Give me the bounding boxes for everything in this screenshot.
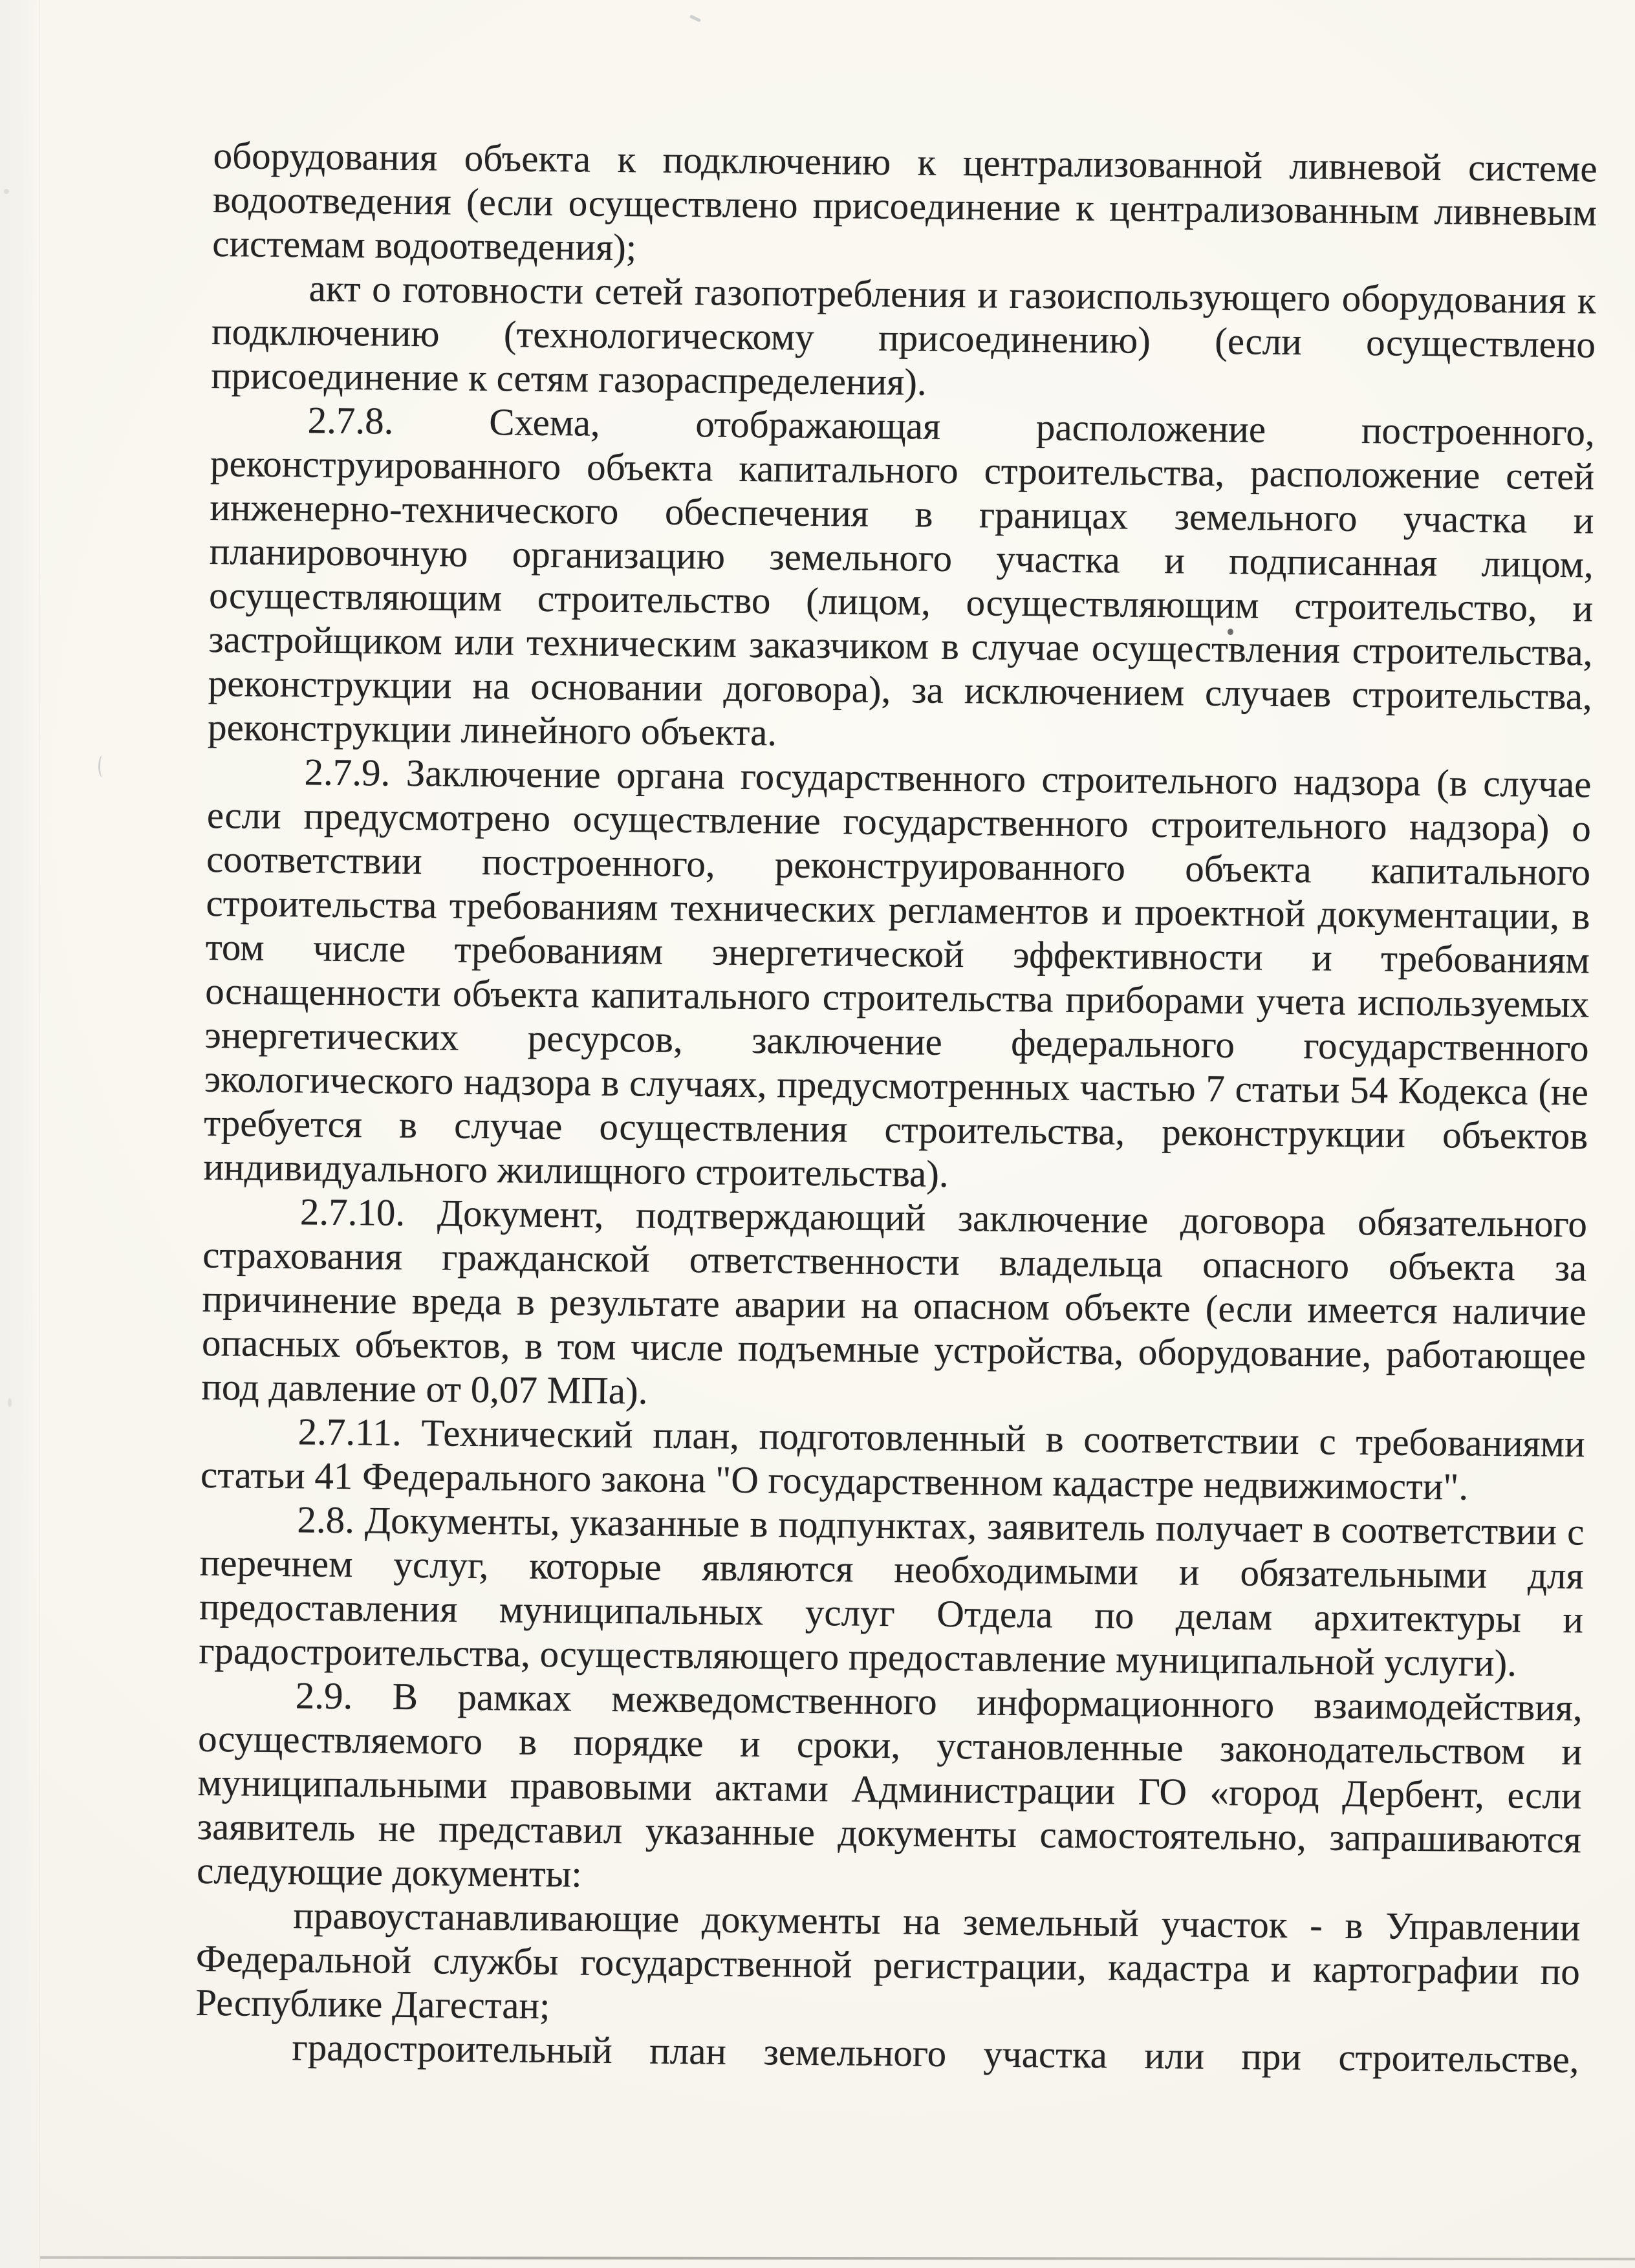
paragraph-title-documents-land: правоустанавливающие документы на земельный участок - в Управлении Федеральной службы государственной регистрации, кадастра и картографии по Республике Дагестан;	[195, 1894, 1581, 2027]
paragraph-gas-readiness-act: акт о готовности сетей газопотребления и газоиспользующего оборудования к подключению (технологическому присоединению) (если осуществлено присоединение к сетям газораспределения).	[211, 266, 1596, 404]
paragraph-urban-plan-land: градостроительный план земельного участка или при строительстве,	[292, 2025, 1579, 2081]
paragraph-continuation-stormwater: оборудования объекта к подключению к централизованной ливневой системе водоотведения (если осуществлено присоединение к централизованным ливневым системам водоотведения);	[212, 133, 1597, 269]
paragraph-2-7-9-supervision-conclusion: 2.7.9. Заключение органа государственного строительного надзора (в случае если предусмотрено осуществление государственного строительного надзора) о соответствии построенного, реконструированного объекта капитального строительства требованиям технических регламентов и проектной документации, в том числе требованиям энергетической эффективности и требованиям оснащенности объекта капитального строительства приборами учета используемых энергетических ресурсов, заключение федерального государственного экологического надзора в случаях, предусмотренных частью 7 статьи 54 Кодекса (не требуется в случае осуществления строительства, реконструкции объектов индивидуального жилищного строительства).	[203, 750, 1592, 1195]
scan-speck	[8, 1398, 12, 1407]
scan-speck	[689, 14, 701, 22]
paragraph-2-8-documents-list: 2.8. Документы, указанные в подпунктах, заявитель получает в соответствии с перечнем услуг, которые являются необходимыми и обязательными для предоставления муниципальных услуг Отдела по делам архитектуры и градостроительства, осуществляющего предоставление муниципальной услуги).	[199, 1498, 1585, 1685]
scan-edge-left	[0, 0, 39, 2268]
paragraph-2-7-10-insurance-document: 2.7.10. Документ, подтверждающий заключение договора обязательного страхования гражданской ответственности владельца опасного объекта за причинение вреда в результате аварии на опасном объекте (если имеется наличие опасных объектов, в том числе подъемные устройства, оборудование, работающее под давление от 0,07 МПа).	[201, 1190, 1588, 1412]
scan-speck	[98, 755, 107, 777]
document-text-block	[195, 133, 1597, 2081]
paragraph-2-7-11-technical-plan: 2.7.11. Технический план, подготовленный в соответствии с требованиями статьи 41 Федерального закона "О государственном кадастре недвижимости".	[200, 1410, 1585, 1508]
scan-edge-bottom	[40, 2256, 1635, 2261]
paragraph-2-7-8-scheme: 2.7.8. Схема, отображающая расположение построенного, реконструированного объекта капитального строительства, расположение сетей инженерно-технического обеспечения в границах земельного участка и планировочную организацию земельного участка и подписанная лицом, осуществляющим строительство (лицом, осуществляющим строительство, и застройщиком или техническим заказчиком в случае осуществления строительства, реконструкции на основании договора), за исключением случаев строительства, реконструкции линейного объекта.	[207, 398, 1595, 754]
paragraph-2-9-interagency-interaction: 2.9. В рамках межведомственного информационного взаимодействия, осуществляемого в порядке и сроки, установленные законодательством и муниципальными правовыми актами Администрации ГО «город Дербент, если заявитель не представил указанные документы самостоятельно, запрашиваются следующие документы:	[196, 1674, 1583, 1895]
scan-speck	[4, 189, 9, 194]
